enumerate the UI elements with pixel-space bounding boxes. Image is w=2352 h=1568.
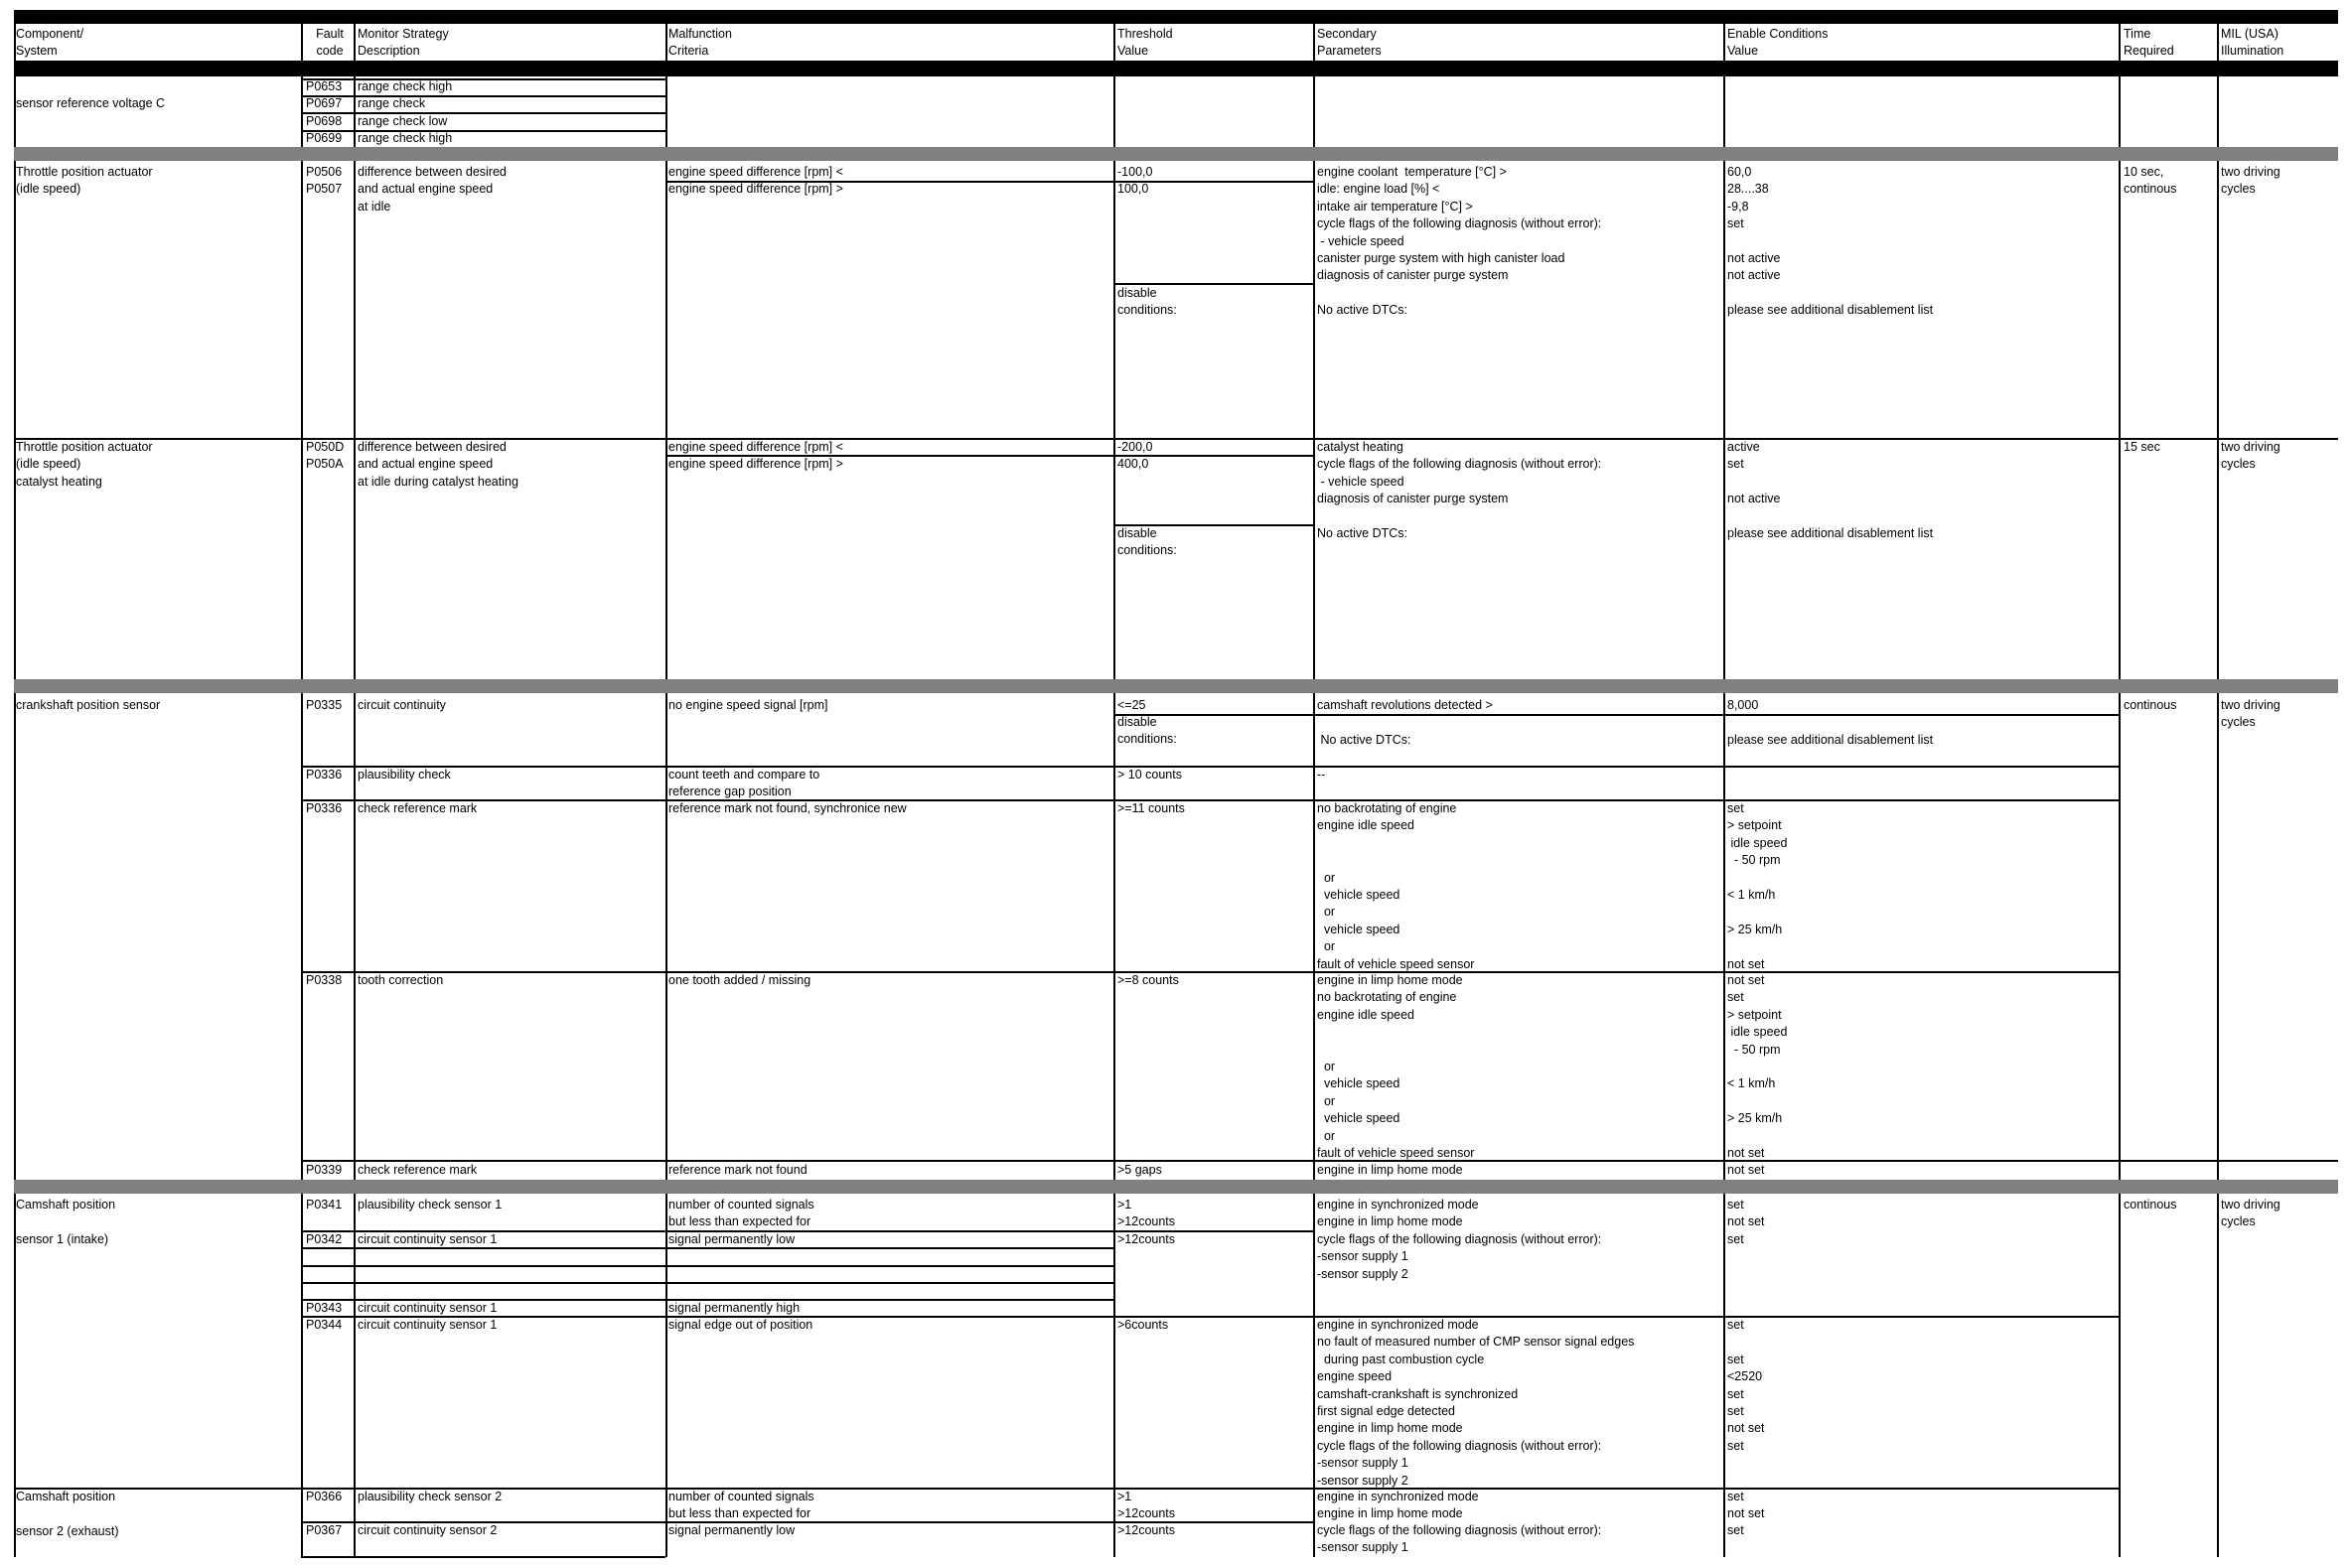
crank-component: crankshaft position sensor bbox=[16, 698, 161, 712]
cam1-row-secondary: engine in synchronized mode engine in limp home mode bbox=[1317, 1198, 1479, 1229]
crank-row-secondary: no backrotating of engine engine idle speed or vehicle speed or vehicle speed or fault of vehicle speed sensor bbox=[1317, 801, 1475, 971]
cam1-row-code: P0342 bbox=[306, 1232, 343, 1246]
catalyst-codes: P050D P050A bbox=[306, 440, 345, 472]
grid-line bbox=[301, 1299, 1113, 1301]
grid-line bbox=[301, 1316, 2119, 1318]
cam1-row-threshold: >1 >12counts bbox=[1117, 1198, 1176, 1229]
grid-line bbox=[354, 24, 356, 61]
crank-row-threshold: > 10 counts bbox=[1117, 768, 1182, 782]
grid-line bbox=[1113, 524, 1313, 526]
grid-line bbox=[1113, 161, 1115, 679]
idle-enable: 60,0 28....38 -9,8 set not active not active please see additional disablement list bbox=[1727, 165, 1934, 318]
sensor-ref-codes: P0653 P0697 P0698 P0699 bbox=[306, 79, 343, 146]
header-secondary: Secondary Parameters bbox=[1317, 27, 1382, 59]
cam1-row-malfunction: signal permanently high bbox=[668, 1301, 801, 1315]
section-separator bbox=[14, 679, 2338, 693]
header-bar-bottom bbox=[14, 61, 2338, 76]
cam1-row-code: P0343 bbox=[306, 1301, 343, 1315]
idle-codes: P0506 P0507 bbox=[306, 165, 343, 197]
crank-row-code: P0335 bbox=[306, 698, 343, 712]
cam1-row-strategy: circuit continuity sensor 1 bbox=[358, 1318, 498, 1332]
grid-line bbox=[301, 78, 665, 80]
cam1-row-enable: set not set bbox=[1727, 1198, 1765, 1229]
idle-strategy: difference between desired and actual engine speed at idle bbox=[358, 165, 507, 214]
cam2-row-code: P0366 bbox=[306, 1490, 343, 1503]
grid-line bbox=[1113, 283, 1313, 285]
crank-row-code: P0336 bbox=[306, 768, 343, 782]
header-threshold: Threshold Value bbox=[1117, 27, 1173, 59]
sensor-ref-strategy: range check high range check range check low range check high bbox=[358, 79, 453, 146]
cam1-row-code: P0341 bbox=[306, 1198, 343, 1212]
cam2-row-malfunction: number of counted signals but less than expected for bbox=[668, 1490, 814, 1521]
idle-time: 10 sec, continous bbox=[2124, 165, 2177, 197]
header-malfunction: Malfunction Criteria bbox=[668, 27, 732, 59]
grid-line bbox=[665, 181, 1313, 183]
header-time: Time Required bbox=[2124, 27, 2174, 59]
crank-row-secondary: engine in limp home mode no backrotating of engine engine idle speed or vehicle speed or vehicle speed or fault of vehicle speed sensor bbox=[1317, 973, 1475, 1161]
grid-line bbox=[2119, 1194, 2121, 1557]
header-mil: MIL (USA) Illumination bbox=[2221, 27, 2284, 59]
grid-line bbox=[1313, 1194, 1315, 1557]
grid-line bbox=[301, 130, 665, 132]
crank-row-enable: set > setpoint idle speed - 50 rpm < 1 km/h > 25 km/h not set bbox=[1727, 801, 1788, 971]
cam1-row-strategy: circuit continuity sensor 1 bbox=[358, 1232, 498, 1246]
cam1-row-strategy: plausibility check sensor 1 bbox=[358, 1198, 503, 1212]
grid-line bbox=[301, 95, 665, 97]
crank-row-threshold: >5 gaps bbox=[1117, 1163, 1162, 1177]
crank-mil: two driving cycles bbox=[2221, 698, 2280, 730]
cam2-row-code: P0367 bbox=[306, 1523, 343, 1537]
grid-line bbox=[1313, 24, 1315, 61]
catalyst-threshold: -200,0 400,0 bbox=[1117, 440, 1153, 472]
idle-malfunction: engine speed difference [rpm] < engine speed difference [rpm] > bbox=[668, 165, 843, 197]
catalyst-secondary: catalyst heating cycle flags of the following diagnosis (without error): - vehicle speed diagnosis of canister purge system No active DTCs: bbox=[1317, 440, 1602, 541]
grid-line bbox=[2217, 1194, 2219, 1557]
grid-line bbox=[301, 971, 2119, 973]
idle-secondary: engine coolant temperature [°C] > idle: engine load [%] < intake air temperature [°C] > cycle flags of the following diagnosis (without error): - vehicle speed canister purge system with high canister load diagnosis of canister purge system No active DTCs: bbox=[1317, 165, 1602, 318]
catalyst-malfunction: engine speed difference [rpm] < engine speed difference [rpm] > bbox=[668, 440, 843, 472]
cam1-row-enable: set set <2520 set set not set set bbox=[1727, 1318, 1765, 1453]
catalyst-component: Throttle position actuator (idle speed) catalyst heating bbox=[16, 440, 153, 489]
grid-line bbox=[301, 112, 665, 114]
crank-row-strategy: tooth correction bbox=[358, 973, 444, 987]
crank-row-threshold: <=25 bbox=[1117, 698, 1146, 712]
catalyst-enable: active set not active please see additional disablement list bbox=[1727, 440, 1934, 541]
grid-line bbox=[301, 1282, 1113, 1284]
header-enable: Enable Conditions Value bbox=[1727, 27, 1829, 59]
cam2-row-enable: set not set bbox=[1727, 1490, 1765, 1521]
section-separator bbox=[14, 147, 2338, 161]
crank-row-threshold: >=11 counts bbox=[1117, 801, 1185, 815]
grid-line bbox=[301, 1521, 1313, 1523]
cam2-row-secondary: cycle flags of the following diagnosis (without error): -sensor supply 1 bbox=[1317, 1523, 1602, 1555]
catalyst-strategy: difference between desired and actual engine speed at idle during catalyst heating bbox=[358, 440, 518, 489]
grid-line bbox=[1723, 1194, 1725, 1557]
crank-row-threshold: >=8 counts bbox=[1117, 973, 1179, 987]
header-component: Component/ System bbox=[16, 27, 84, 59]
grid-line bbox=[14, 24, 16, 61]
grid-line bbox=[1113, 24, 1115, 61]
grid-line bbox=[2119, 693, 2121, 1180]
grid-line bbox=[2217, 693, 2219, 1180]
crank-row-malfunction: reference mark not found, synchronice new bbox=[668, 801, 907, 815]
section-separator bbox=[14, 1180, 2338, 1194]
idle-threshold-disable: disable conditions: bbox=[1117, 286, 1177, 318]
cam1-row-enable: set bbox=[1727, 1232, 1744, 1246]
cam1-row-threshold: >6counts bbox=[1117, 1318, 1169, 1332]
cam1-row-strategy: circuit continuity sensor 1 bbox=[358, 1301, 498, 1315]
grid-line bbox=[2217, 161, 2219, 679]
grid-line bbox=[2217, 76, 2219, 147]
grid-line bbox=[1723, 76, 1725, 147]
grid-line bbox=[301, 766, 2119, 768]
cam1-row-threshold: >12counts bbox=[1117, 1232, 1176, 1246]
grid-line bbox=[665, 76, 667, 147]
grid-line bbox=[14, 161, 16, 679]
grid-line bbox=[301, 1160, 2338, 1162]
cam2-row-malfunction: signal permanently low bbox=[668, 1523, 796, 1537]
cam2-row-enable: set bbox=[1727, 1523, 1744, 1537]
grid-line bbox=[2119, 24, 2121, 61]
grid-line bbox=[2119, 161, 2121, 679]
crank-row-secondary: -- bbox=[1317, 768, 1326, 782]
grid-line bbox=[14, 76, 16, 147]
crank-row-code: P0338 bbox=[306, 973, 343, 987]
header-bar-top bbox=[14, 10, 2338, 24]
cam1-row-malfunction: signal edge out of position bbox=[668, 1318, 813, 1332]
cam1-time: continous bbox=[2124, 1198, 2177, 1212]
crank-row-strategy: check reference mark bbox=[358, 1163, 478, 1177]
grid-line bbox=[1313, 161, 1315, 679]
crank-row-secondary: camshaft revolutions detected > No active DTCs: bbox=[1317, 698, 1493, 747]
grid-line bbox=[301, 161, 303, 679]
grid-line bbox=[665, 161, 667, 679]
crank-row-enable: 8,000 please see additional disablement list bbox=[1727, 698, 1934, 747]
idle-component: Throttle position actuator (idle speed) bbox=[16, 165, 153, 197]
crank-row-malfunction: count teeth and compare to reference gap position bbox=[668, 768, 820, 799]
header-strategy: Monitor Strategy Description bbox=[358, 27, 449, 59]
grid-line bbox=[301, 1230, 1313, 1232]
grid-line bbox=[665, 455, 1313, 457]
idle-threshold: -100,0 100,0 bbox=[1117, 165, 1153, 197]
cam2-component: Camshaft position sensor 2 (exhaust) bbox=[16, 1490, 119, 1538]
cam1-row-secondary: cycle flags of the following diagnosis (without error): -sensor supply 1 -sensor supply 2 bbox=[1317, 1232, 1602, 1281]
idle-mil: two driving cycles bbox=[2221, 165, 2280, 197]
grid-line bbox=[2119, 76, 2121, 147]
catalyst-threshold-disable: disable conditions: bbox=[1117, 526, 1177, 558]
header-fault-code: Fault code bbox=[316, 27, 344, 59]
grid-line bbox=[14, 693, 16, 1180]
crank-row-code: P0339 bbox=[306, 1163, 343, 1177]
catalyst-mil: two driving cycles bbox=[2221, 440, 2280, 472]
crank-row-enable: not set set > setpoint idle speed - 50 rpm < 1 km/h > 25 km/h not set bbox=[1727, 973, 1788, 1161]
cam1-component: Camshaft position sensor 1 (intake) bbox=[16, 1198, 116, 1246]
crank-row-malfunction: reference mark not found bbox=[668, 1163, 808, 1177]
cam1-row-malfunction: signal permanently low bbox=[668, 1232, 796, 1246]
cam2-row-threshold: >1 >12counts bbox=[1117, 1490, 1176, 1521]
catalyst-time: 15 sec bbox=[2124, 440, 2160, 454]
grid-line bbox=[2217, 24, 2219, 61]
grid-line bbox=[301, 1556, 665, 1558]
grid-line bbox=[14, 1194, 16, 1557]
grid-line bbox=[1113, 714, 2119, 716]
cam1-row-code: P0344 bbox=[306, 1318, 343, 1332]
crank-row-code: P0336 bbox=[306, 801, 343, 815]
crank-time: continous bbox=[2124, 698, 2177, 712]
grid-line bbox=[14, 1488, 2119, 1490]
crank-row-malfunction: one tooth added / missing bbox=[668, 973, 811, 987]
sensor-ref-component: sensor reference voltage C bbox=[16, 96, 166, 110]
crank-row-secondary: engine in limp home mode bbox=[1317, 1163, 1463, 1177]
grid-line bbox=[354, 161, 356, 679]
cam1-mil: two driving cycles bbox=[2221, 1198, 2280, 1229]
crank-row-strategy: circuit continuity bbox=[358, 698, 446, 712]
grid-line bbox=[1313, 76, 1315, 147]
grid-line bbox=[1113, 76, 1115, 147]
crank-row-strategy: plausibility check bbox=[358, 768, 451, 782]
cam2-row-threshold: >12counts bbox=[1117, 1523, 1176, 1537]
grid-line bbox=[1723, 24, 1725, 61]
grid-line bbox=[301, 1247, 1113, 1249]
grid-line bbox=[665, 24, 667, 61]
grid-line bbox=[301, 24, 303, 61]
grid-line bbox=[14, 438, 2338, 440]
crank-row-strategy: check reference mark bbox=[358, 801, 478, 815]
cam2-row-strategy: circuit continuity sensor 2 bbox=[358, 1523, 498, 1537]
grid-line bbox=[1113, 1194, 1115, 1557]
crank-row-malfunction: no engine speed signal [rpm] bbox=[668, 698, 828, 712]
cam1-row-secondary: engine in synchronized mode no fault of measured number of CMP sensor signal edges during past combustion cycle engine speed camshaft-crankshaft is synchronized first signal edge detected engine in limp home mode cycle flags of the following diagnosis (without error): -sensor supply 1 -sensor supply 2 bbox=[1317, 1318, 1635, 1488]
grid-line bbox=[301, 799, 2119, 801]
cam2-row-secondary: engine in synchronized mode engine in limp home mode bbox=[1317, 1490, 1479, 1521]
cam1-row-malfunction: number of counted signals but less than expected for bbox=[668, 1198, 814, 1229]
grid-line bbox=[301, 1265, 1113, 1267]
cam2-row-strategy: plausibility check sensor 2 bbox=[358, 1490, 503, 1503]
crank-row-threshold-disable: disable conditions: bbox=[1117, 715, 1177, 747]
crank-row-enable: not set bbox=[1727, 1163, 1765, 1177]
grid-line bbox=[1723, 161, 1725, 679]
